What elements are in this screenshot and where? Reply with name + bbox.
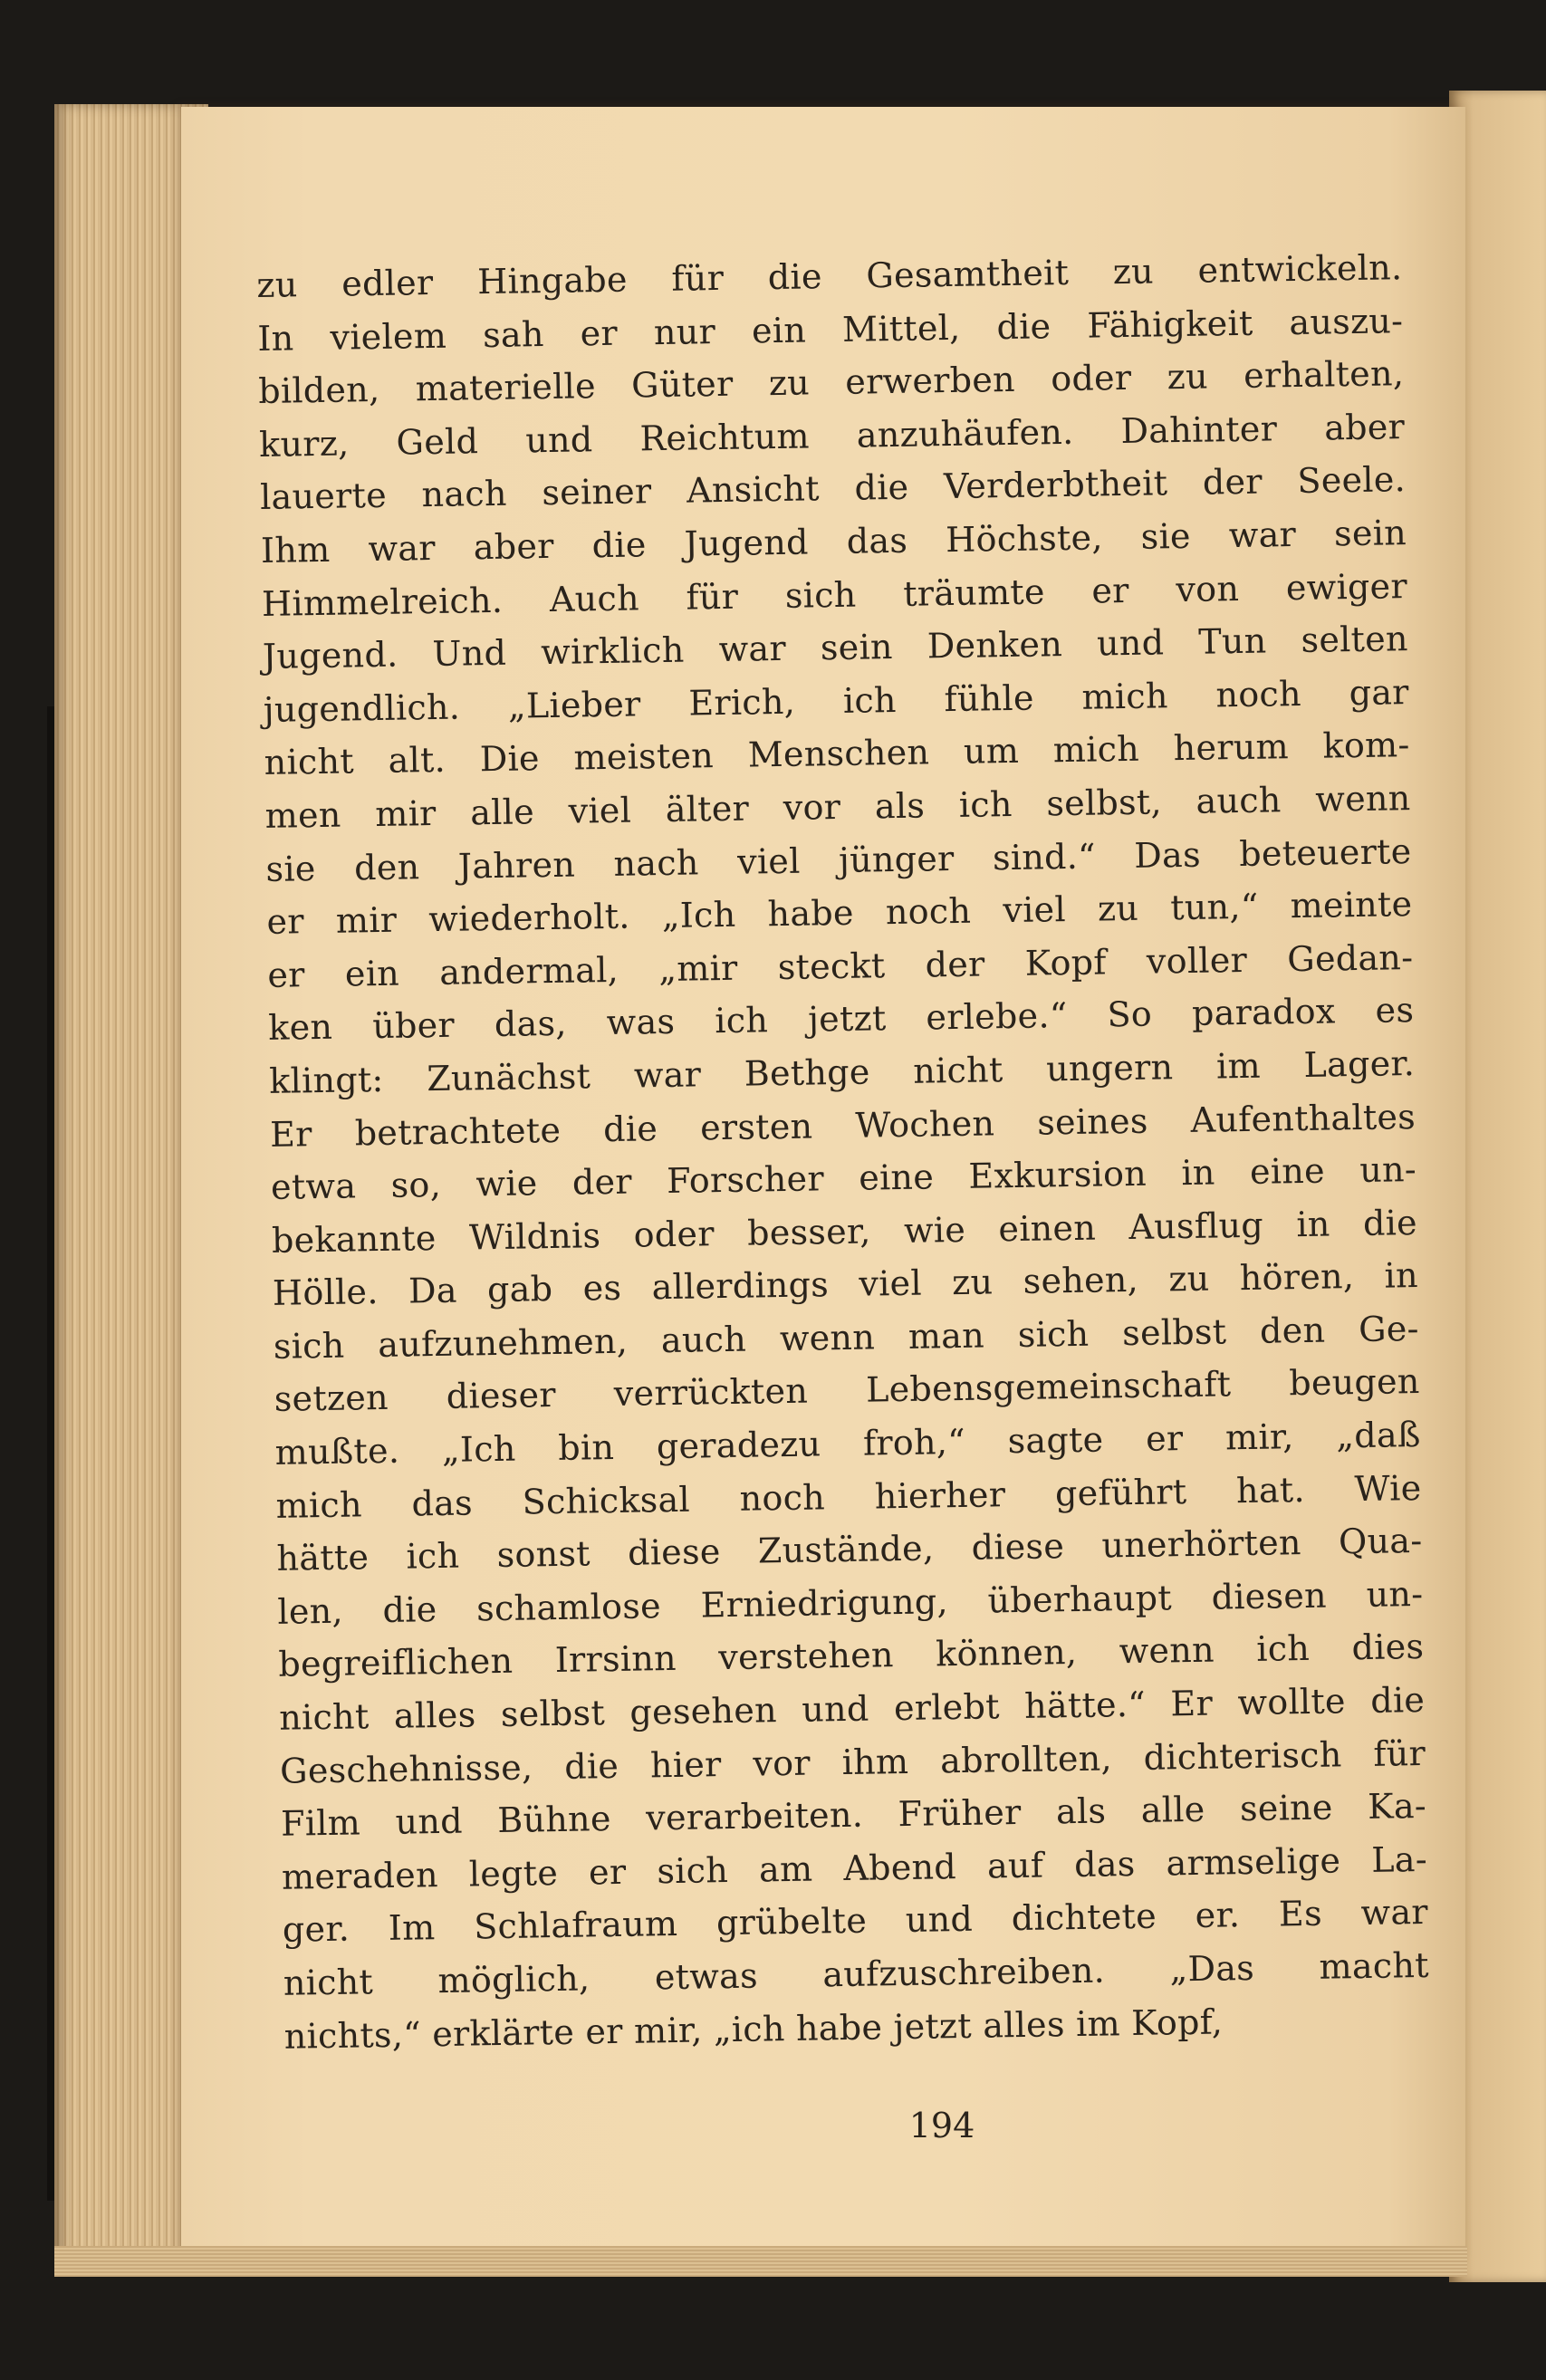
text-line: Film und Bühne verarbeiten. Früher als alle seine Ka- (280, 1786, 1427, 1845)
text-line: setzen dieser verrückten Lebensgemeinschaft beugen (274, 1361, 1420, 1420)
text-line: Ihm war aber die Jugend das Höchste, sie war sein (260, 513, 1407, 571)
text-line: nicht alt. Die meisten Menschen um mich herum kom- (264, 725, 1410, 783)
text-line: mußte. „Ich bin geradezu froh,“ sagte er mir, „daß (274, 1415, 1421, 1473)
text-line: lauerte nach seiner Ansicht die Verderbtheit der Seele. (259, 459, 1407, 518)
text-line: bilden, materielle Güter zu erwerben oder zu erhalten, (257, 353, 1405, 412)
text-line: ken über das, was ich jetzt erlebe.“ So paradox es (267, 990, 1415, 1049)
text-line: Er betrachtete die ersten Wochen seines Aufenthaltes (269, 1096, 1416, 1155)
text-line: bekannte Wildnis oder besser, wie einen Ausflug in die (271, 1202, 1418, 1261)
text-line: nicht möglich, etwas aufzuschreiben. „Das macht (283, 1944, 1430, 2003)
page-number: 194 (908, 2106, 975, 2145)
bottom-page-edges (54, 2246, 1467, 2277)
text-line: meraden legte er sich am Abend auf das armselige La- (281, 1838, 1428, 1897)
text-line: jugendlich. „Lieber Erich, ich fühle mich noch gar (263, 671, 1410, 730)
text-line: len, die schamlose Erniedrigung, überhaupt diesen un- (277, 1573, 1424, 1632)
text-line: begreiflichen Irrsinn verstehen können, wenn ich dies (278, 1627, 1425, 1685)
text-line: kurz, Geld und Reichtum anzuhäufen. Dahinter aber (258, 406, 1406, 465)
text-line: nichts,“ erklärte er mir, „ich habe jetzt alles im Kopf, (283, 2001, 1224, 2057)
text-line: sich aufzunehmen, auch wenn man sich selbst den Ge- (273, 1308, 1420, 1367)
text-line: ger. Im Schlafraum grübelte und dichtete er. Es war (282, 1892, 1429, 1951)
text-line: Himmelreich. Auch für sich träumte er von ewiger (261, 565, 1408, 624)
text-line: Jugend. Und wirklich war sein Denken und Tun selten (262, 619, 1409, 677)
text-line: mich das Schicksal noch hierher geführt hat. Wie (275, 1467, 1422, 1526)
text-line: men mir alle viel älter vor als ich selbst, auch wenn (264, 777, 1411, 836)
text-line: er mir wiederholt. „Ich habe noch viel zu tun,“ meinte (266, 884, 1413, 943)
text-line: Geschehnisse, die hier vor ihm abrollten, dichterisch für (279, 1732, 1426, 1791)
text-line: klingt: Zunächst war Bethge nicht ungern im Lager. (268, 1042, 1416, 1101)
text-line: Hölle. Da gab es allerdings viel zu sehen, zu hören, in (272, 1255, 1419, 1314)
body-text (256, 241, 1430, 2063)
text-line: sie den Jahren nach viel jünger sind.“ Das beteuerte (265, 830, 1412, 889)
text-line: nicht alles selbst gesehen und erlebt hätte.“ Er wollte die (278, 1679, 1426, 1738)
text-line: er ein andermal, „mir steckt der Kopf voller Gedan- (267, 936, 1414, 995)
text-line: zu edler Hingabe für die Gesamtheit zu entwickeln. (256, 247, 1403, 305)
text-line: hätte ich sonst diese Zustände, diese unerhörten Qua- (276, 1521, 1423, 1579)
text-line: etwa so, wie der Forscher eine Exkursion in eine un- (270, 1149, 1417, 1207)
text-line: In vielem sah er nur ein Mittel, die Fähigkeit auszu- (257, 300, 1404, 359)
